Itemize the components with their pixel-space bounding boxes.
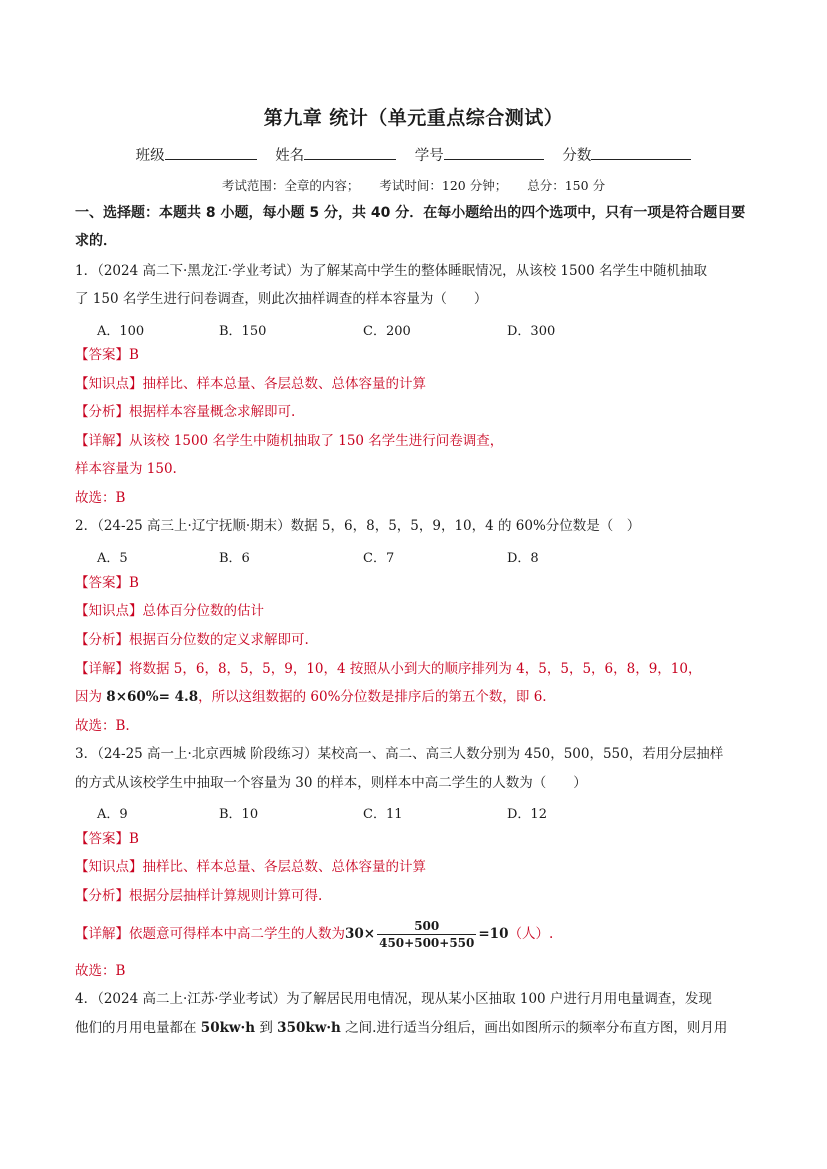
q1-option-a: A．100 bbox=[97, 324, 145, 339]
q4-stem-cont bbox=[75, 1019, 755, 1037]
student-id-field[interactable] bbox=[415, 148, 544, 164]
q3-fraction-numerator: 500 bbox=[377, 918, 476, 935]
q3-option-a: A．9 bbox=[97, 807, 128, 822]
student-id-label: 学号 bbox=[414, 148, 444, 164]
class-label: 班级 bbox=[135, 148, 165, 164]
q4-stem: 4．（2024 高二上·江苏·学业考试）为了解居民用电情况，现从某小区抽取 100 户进行月用电量调查，发现 bbox=[75, 991, 712, 1007]
q3-option-d: D．12 bbox=[507, 807, 547, 822]
q2-option-a: A．5 bbox=[97, 551, 128, 566]
q4-math-lower: 50kw·h bbox=[200, 1020, 256, 1036]
q1-option-b: B．150 bbox=[219, 324, 267, 339]
q1-answer: 【答案】B bbox=[75, 347, 139, 363]
q2-knowledge: 【知识点】总体百分位数的估计 bbox=[75, 603, 264, 619]
q3-stem-cont: 的方式从该校学生中抽取一个容量为 30 的样本，则样本中高二学生的人数为（ ） bbox=[75, 775, 587, 791]
q1-detail: 【详解】从该校 1500 名学生中随机抽取了 150 名学生进行问卷调查， bbox=[75, 433, 504, 449]
q4-stem-mid: 到 bbox=[255, 1020, 278, 1036]
class-field[interactable] bbox=[136, 148, 257, 164]
q2-math-expression: 8×60%= 4.8 bbox=[106, 689, 199, 705]
q2-option-b: B．6 bbox=[219, 551, 250, 566]
q1-knowledge: 【知识点】抽样比、样本总量、各层总数、总体容量的计算 bbox=[75, 376, 426, 392]
q3-detail-pre: 【详解】依题意可得样本中高二学生的人数为 bbox=[75, 926, 345, 942]
q4-math-upper: 350kw·h bbox=[277, 1020, 341, 1036]
q3-option-c: C．11 bbox=[363, 807, 403, 822]
exam-scope: 考试范围：全章的内容； bbox=[221, 178, 360, 193]
q4-stem-post: 之间.进行适当分组后，画出如图所示的频率分布直方图，则月用 bbox=[340, 1020, 728, 1036]
section-heading-cont: 求的． bbox=[75, 233, 117, 249]
q1-option-c: C．200 bbox=[363, 324, 411, 339]
q3-answer: 【答案】B bbox=[75, 831, 139, 847]
q1-analysis: 【分析】根据样本容量概念求解即可. bbox=[75, 404, 296, 420]
q1-stem-cont: 了 150 名学生进行问卷调查，则此次抽样调查的样本容量为（ ） bbox=[75, 291, 488, 307]
section-heading: 一、选择题：本题共 8 小题，每小题 5 分，共 40 分．在每小题给出的四个选项中，只有一项是符合题目要 bbox=[75, 205, 746, 221]
q1-stem: 1．（2024 高二下·黑龙江·学业考试）为了解某高中学生的整体睡眠情况，从该校 1500 名学生中随机抽取 bbox=[75, 263, 708, 279]
q2-option-c: C．7 bbox=[363, 551, 395, 566]
student-info-row bbox=[0, 144, 827, 165]
q3-option-b: B．10 bbox=[219, 807, 259, 822]
q3-math-lead: 30× bbox=[345, 926, 376, 942]
exam-meta bbox=[0, 176, 827, 194]
score-field[interactable] bbox=[562, 148, 691, 164]
q2-detail: 【详解】将数据 5，6，8，5，5，9，10，4 按照从小到大的顺序排列为 4，5，5，5，6，8，9，10， bbox=[75, 661, 702, 677]
page-title: 第九章 统计（单元重点综合测试） bbox=[263, 107, 564, 129]
q2-detail-post: ，所以这组数据的 60%分位数是排序后的第五个数，即 6. bbox=[198, 689, 547, 705]
q3-detail-post: （人）. bbox=[508, 926, 554, 942]
score-label: 分数 bbox=[562, 148, 592, 164]
q2-choice: 故选：B. bbox=[75, 718, 130, 734]
q1-detail-cont: 样本容量为 150. bbox=[75, 461, 177, 477]
q4-stem-pre: 他们的月用电量都在 bbox=[75, 1020, 201, 1036]
q1-choice: 故选：B bbox=[75, 490, 126, 506]
q3-choice: 故选：B bbox=[75, 963, 126, 979]
name-label: 姓名 bbox=[275, 148, 305, 164]
q2-analysis: 【分析】根据百分位数的定义求解即可. bbox=[75, 632, 309, 648]
q3-fraction-denominator: 450+500+550 bbox=[379, 936, 475, 950]
q1-option-d: D．300 bbox=[507, 324, 556, 339]
exam-time: 考试时间：120 分钟； bbox=[379, 178, 508, 193]
q3-analysis: 【分析】根据分层抽样计算规则计算可得. bbox=[75, 888, 323, 904]
name-field[interactable] bbox=[275, 148, 396, 164]
q2-option-d: D．8 bbox=[507, 551, 539, 566]
q3-detail bbox=[75, 914, 755, 954]
q2-answer: 【答案】B bbox=[75, 575, 139, 591]
q3-math-tail: =10 bbox=[478, 926, 509, 942]
q2-detail-cont bbox=[75, 688, 755, 706]
q3-stem: 3．（24-25 高一上·北京西城 阶段练习）某校高一、高二、高三人数分别为 450，500，550，若用分层抽样 bbox=[75, 746, 724, 762]
q2-stem: 2．（24-25 高三上·辽宁抚顺·期末）数据 5，6，8，5，5，9，10，4 的 60%分位数是（ ） bbox=[75, 518, 641, 534]
exam-total: 总分：150 分 bbox=[527, 178, 606, 193]
q3-knowledge: 【知识点】抽样比、样本总量、各层总数、总体容量的计算 bbox=[75, 859, 426, 875]
q3-fraction bbox=[377, 918, 476, 951]
q2-detail-pre: 因为 bbox=[75, 689, 107, 705]
